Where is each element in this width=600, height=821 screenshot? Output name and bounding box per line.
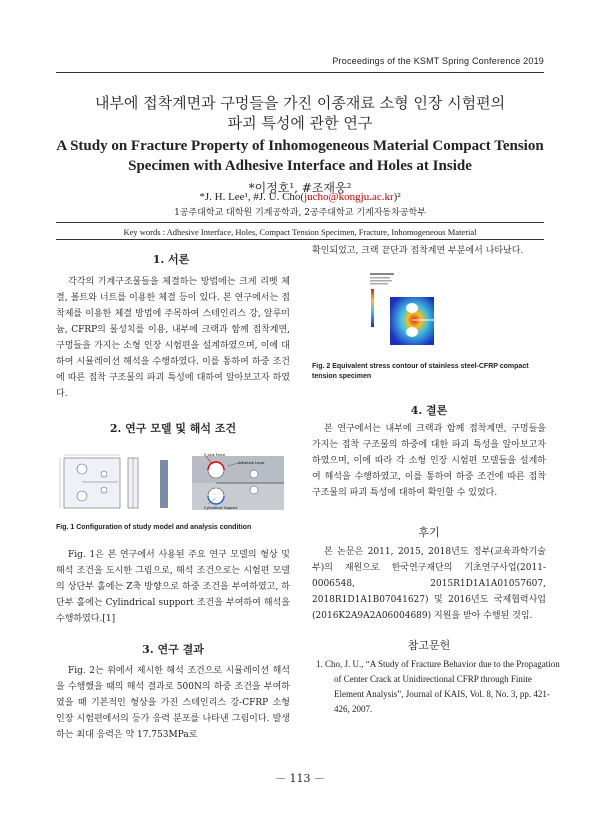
title-english-line1: A Study on Fracture Property of Inhomogeneous Material Compact Tension — [56, 138, 544, 154]
section4-body: 본 연구에서는 내부에 크랙과 함께 접착계면, 구멍들을 가지는 접착 구조물의 하중에 대한 파괴 특성을 알아보고자 하였으며, 이에 따라 각 소형 인장 시험편 모델들을 설계하여 해석을 수행하였고, 이를 통하여 하중 조건에 따른 접착 구조물의 파괴 특성에 대하여 확인할 수 있었다. — [312, 424, 546, 498]
section4-title: 4. 결론 — [410, 404, 448, 417]
conference-header: Proceedings of the KSMT Spring Conference 2019 — [332, 56, 544, 66]
keywords-rule-bottom — [56, 239, 544, 240]
section3-continued: 확인되었고, 크랙 끝단과 접착계면 부분에서 나타났다. — [312, 246, 524, 256]
figure2-caption: Fig. 2 Equivalent stress contour of stainless steel-CFRP compact tension specimen — [312, 363, 529, 380]
figure1-model-configuration — [58, 452, 288, 512]
section2-body: Fig. 1은 본 연구에서 사용된 주요 연구 모델의 형상 및 해석 조건을 도시한 그림으로, 해석 조건으로는 시험편 모델의 상단부 홀에는 Z축 방향으로 하중 조건을 부여하였고, 하단부 홀에는 Cylindrical support 조건을 부여하여 해석을 수행하였다.[1] — [56, 550, 290, 624]
authors-english-prefix: *J. H. Lee¹, #J. U. Cho( — [199, 191, 305, 203]
acknowledgement-title: 후기 — [418, 526, 440, 539]
fig1-model-side-3d — [160, 460, 168, 508]
section3-body: Fig. 2는 위에서 제시한 해석 조건으로 시뮬레이션 해석을 수행했을 때의 해석 결과로 500N의 하중 조건을 부여하였을 때 기본적인 형상을 가진 스테인리스 강-CFRP 소형 인장 시험편에서의 등가 응력 분포를 나타낸 그림이다. 발생하는 최대 응력은 약 17.753MPa로 — [56, 666, 290, 740]
title-english-line2: Specimen with Adhesive Interface and Holes at Inside — [128, 158, 472, 174]
acknowledgement-body: 본 논문은 2011, 2015, 2018년도 정부(교육과학기술부)의 재원으로 한국연구재단의 기초연구사업(2011-0006548, 2015R1D1A1A01057607, 2018R1D1A1B07041627) 및 2016년도 국제협력사업(2016K2A9A2A06004689) 지원을 받아 수행된 것임. — [312, 547, 546, 621]
references-title: 참고문헌 — [407, 639, 451, 652]
fig2-color-legend — [371, 289, 374, 327]
authors-korean: *이정호¹, #조재웅² — [248, 181, 352, 195]
header-rule — [56, 72, 544, 73]
section3-title: 3. 연구 결과 — [142, 643, 204, 656]
authors-english — [40, 191, 560, 203]
affiliation: 1공주대학교 대학원 기계공학과, 2공주대학교 기계자동차공학부 — [174, 208, 426, 218]
section1-title: 1. 서론 — [152, 253, 190, 266]
title-korean-line2: 파괴 특성에 관한 연구 — [227, 114, 373, 132]
title-korean — [40, 93, 560, 133]
keywords-rule-top — [56, 222, 544, 223]
reference-item-1: 1. Cho, J. U., “A Study of Fracture Behavior due to the Propagation of Center Crack at Unidirectional CFRP through Finite Element Analysis”, Journal of KAIS, Vol. 8, No. 3, pp. 421-426, 2007. — [316, 659, 560, 714]
keywords: Key words : Adhesive Interface, Holes, Compact Tension Specimen, Fracture, Inhomogeneous Material — [123, 227, 477, 237]
page-number: － 113 － — [275, 772, 325, 785]
fig1-label-support: Cylindrical Support — [204, 506, 238, 510]
authors-english-suffix: )² — [393, 191, 401, 203]
fig1-label-adhesive: Adhesive Layer — [238, 461, 265, 465]
figure1-caption: Fig. 1 Configuration of study model and analysis condition — [56, 524, 252, 531]
title-korean-line1: 내부에 접착계면과 구멍들을 가진 이종재료 소형 인장 시험편의 — [94, 94, 506, 112]
section2-title: 2. 연구 모델 및 해석 조건 — [109, 422, 237, 435]
fig1-specimen-drawing-front — [64, 458, 120, 508]
section1-body: 각각의 기계구조물들을 체결하는 방법에는 크게 리벳 체결, 볼트와 너트를 이용한 체결 등이 있다. 본 연구에서는 접착제를 이용한 체결 방법에 주목하여 스테인리스 강, 알루미늄, CFRP의 물성치를 이용, 내부에 크랙과 함께 접착계면, 구멍들을 가지는 소형 인장 시험편을 설계하였으며, 이에 대하여 시뮬레이션 해석을 수행하였다. 이를 통하여 하중 조건에 따른 접착 구조물의 파괴 특성에 대하여 알아보고자 하였다. — [56, 277, 290, 399]
title-english — [40, 136, 560, 176]
fig1-label-force: Z axis Force — [204, 453, 226, 457]
author-email-link[interactable]: jucho@kongju.ac.kr — [304, 191, 394, 203]
figure2-stress-contour — [368, 271, 442, 352]
